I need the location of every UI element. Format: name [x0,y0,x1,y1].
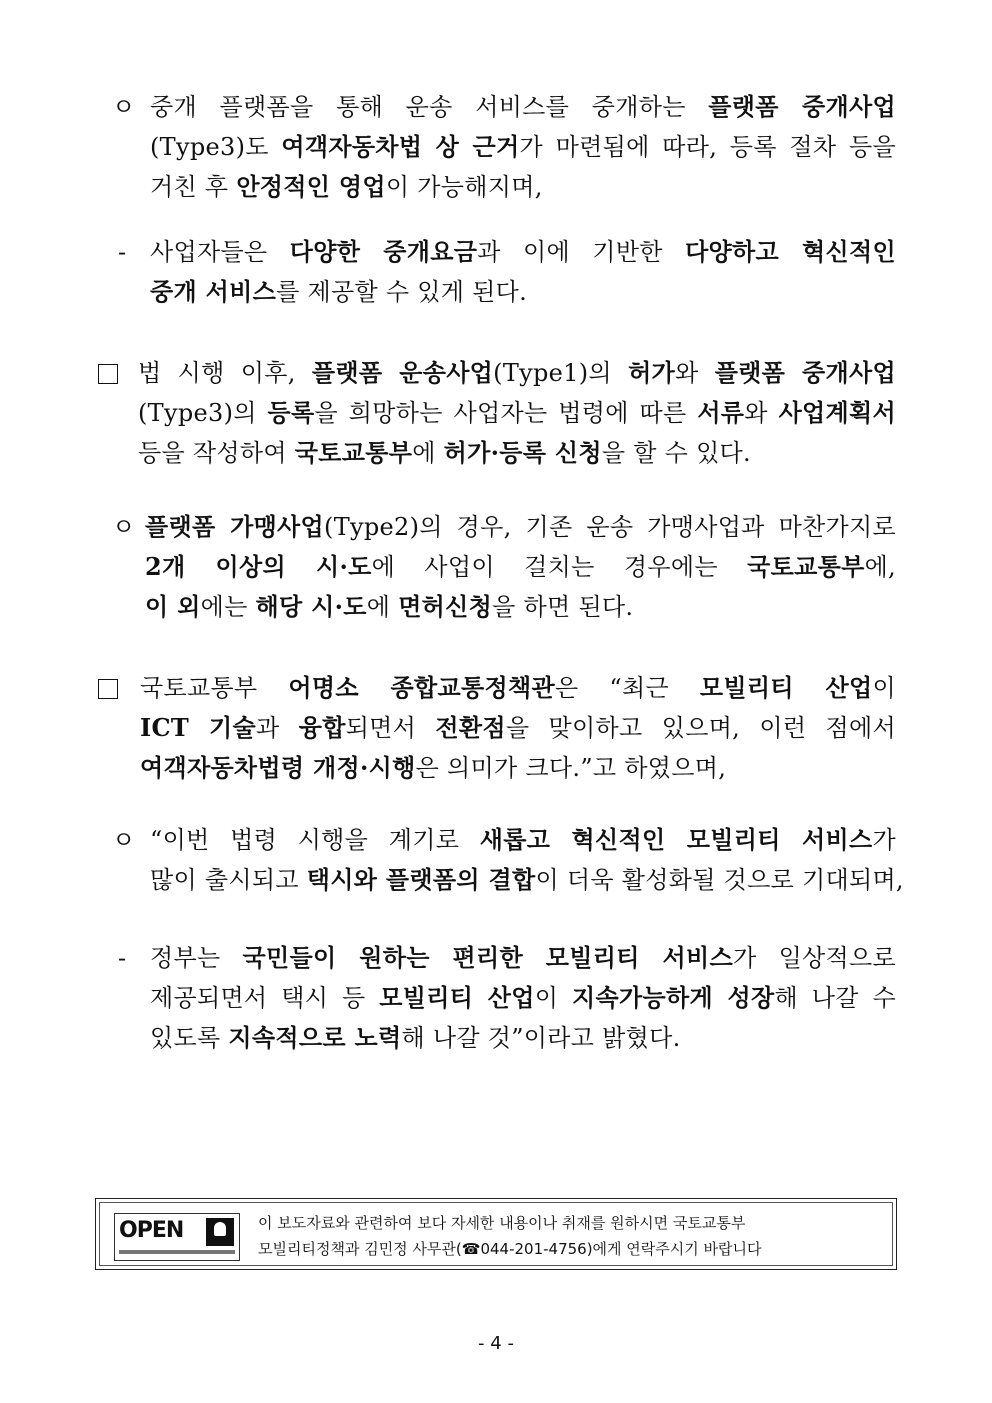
text-line: (Type3)도 여객자동차법 상 근거가 마련됨에 따라, 등록 절차 등을 [150,132,896,161]
text-line: 사업자들은 다양한 중개요금과 이에 기반한 다양하고 혁신적인 [150,237,896,266]
text-line: 이 외에는 해당 시·도에 면허신청을 하면 된다. [145,592,634,621]
text-line: 정부는 국민들이 원하는 편리한 모빌리티 서비스가 일상적으로 [150,943,896,972]
text-line: 중개 서비스를 제공할 수 있게 된다. [150,277,528,306]
logo-text: OPEN [119,1218,184,1243]
text-line: 2개 이상의 시·도에 사업이 걸치는 경우에는 국토교통부에, [145,552,896,581]
text-line: (Type3)의 등록을 희망하는 사업자는 법령에 따른 서류와 사업계획서 [138,398,896,427]
text-line: 중개 플랫폼을 통해 운송 서비스를 중개하는 플랫폼 중개사업 [150,92,896,121]
bullet-dash: - [118,944,127,972]
text-line: 제공되면서 택시 등 모빌리티 산업이 지속가능하게 성장해 나갈 수 [150,983,896,1012]
text-line: 거친 후 안정적인 영업이 가능해지며, [150,172,543,201]
checkbox-square-icon [98,679,118,699]
text-line: “이번 법령 시행을 계기로 새롭고 혁신적인 모빌리티 서비스가 [150,825,896,854]
text-line: 있도록 지속적으로 노력해 나갈 것”이라고 밝혔다. [150,1023,681,1052]
logo-subtext-bar [119,1250,235,1254]
text-line: ICT 기술과 융합되면서 전환점을 맞이하고 있으며, 이런 점에서 [140,713,896,742]
bullet-circle: ㅇ [112,826,136,854]
contact-line-2: 모빌리티정책과 김민정 사무관(☎044-201-4756)에게 연락주시기 바랍니다 [258,1240,762,1258]
text-line: 많이 출시되고 택시와 플랫폼의 결합이 더욱 활성화될 것으로 기대되며, [150,865,904,894]
bullet-circle: ㅇ [112,513,136,541]
page-number: - 4 - [478,1333,514,1354]
checkbox-square-icon [98,364,118,384]
person-icon [206,1218,234,1246]
text-line: 여객자동차법령 개정·시행은 의미가 크다.”고 하였으며, [140,753,727,782]
contact-box-inner [99,1202,893,1266]
text-line: 등을 작성하여 국토교통부에 허가·등록 신청을 할 수 있다. [138,438,751,467]
bullet-dash: - [118,238,127,266]
text-line: 국토교통부 어명소 종합교통정책관은 “최근 모빌리티 산업이 [140,673,896,702]
contact-box [95,1198,897,1270]
text-line: 법 시행 이후, 플랫폼 운송사업(Type1)의 허가와 플랫폼 중개사업 [138,358,896,387]
open-license-logo [114,1213,240,1261]
contact-line-1: 이 보도자료와 관련하여 보다 자세한 내용이나 취재를 원하시면 국토교통부 [258,1214,746,1232]
text-line: 플랫폼 가맹사업(Type2)의 경우, 기존 운송 가맹사업과 마찬가지로 [145,512,896,541]
bullet-circle: ㅇ [112,93,136,121]
